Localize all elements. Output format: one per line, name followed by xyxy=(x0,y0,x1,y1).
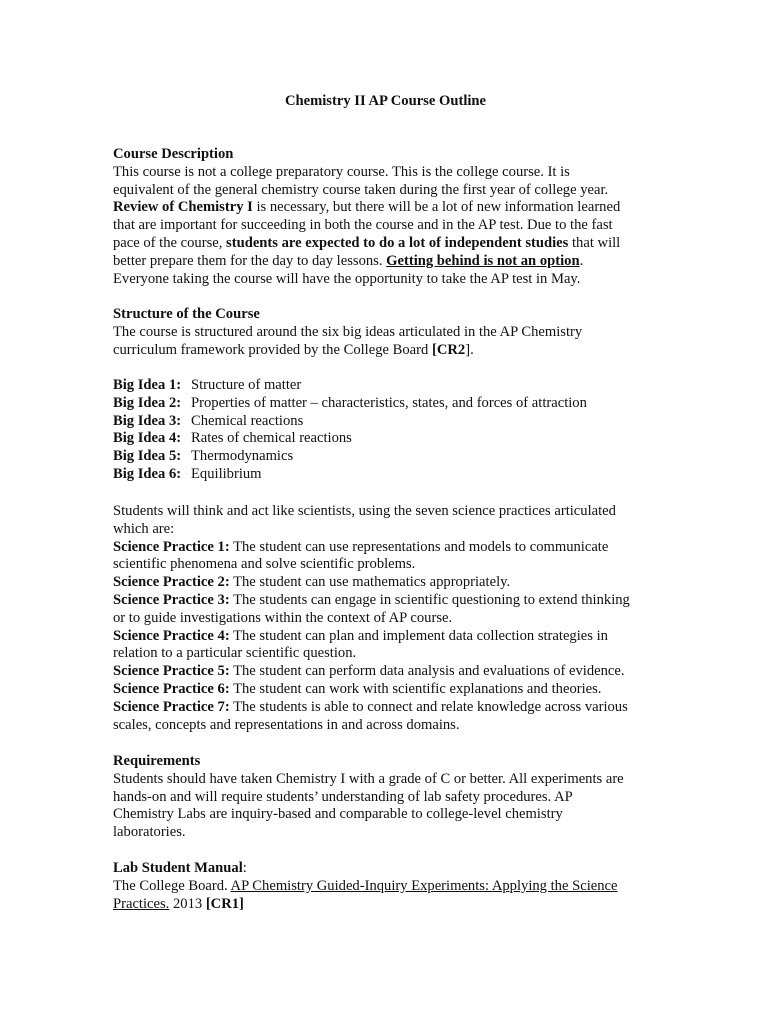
paragraph-line: This course is not a college preparatory course. This is the college course. It is xyxy=(113,163,570,180)
list-item: Science Practice 2: The student can use mathematics appropriately. xyxy=(113,574,511,591)
paragraph-line: curriculum framework provided by the College Board [CR2]. xyxy=(113,341,474,358)
paragraph-line: Everyone taking the course will have the opportunity to take the AP test in May. xyxy=(113,270,581,287)
paragraph-line: which are: xyxy=(113,520,175,537)
bold-underlined-text: Getting behind is not an option xyxy=(386,252,580,269)
citation-line: The College Board. AP Chemistry Guided-Inquiry Experiments: Applying the Science xyxy=(113,877,618,894)
citation-title: AP Chemistry Guided-Inquiry Experiments: Applying the Science xyxy=(230,877,618,894)
requirements-section xyxy=(113,753,658,842)
science-practices-section xyxy=(113,503,658,734)
page-title: Chemistry II AP Course Outline xyxy=(284,93,487,109)
paragraph-line: Chemistry Labs are inquiry-based and comparable to college-level chemistry xyxy=(113,806,563,823)
paragraph-line: scientific phenomena and solve scientific problems. xyxy=(113,556,416,573)
list-item: Big Idea 5: Thermodynamics xyxy=(113,448,294,465)
list-item: Big Idea 1: Structure of matter xyxy=(113,377,302,393)
paragraph-line: scales, concepts and representations in and across domains. xyxy=(113,716,460,733)
paragraph-line: hands-on and will require students’ understanding of lab safety procedures. AP xyxy=(113,788,573,805)
structure-heading: Structure of the Course xyxy=(113,306,260,322)
list-item: Big Idea 2: Properties of matter – characteristics, states, and forces of attraction xyxy=(113,394,587,411)
course-description-heading: Course Description xyxy=(113,146,234,162)
bold-text: [CR1] xyxy=(205,895,244,912)
structure-section xyxy=(113,306,658,359)
lab-manual-heading: Lab Student Manual: xyxy=(113,860,247,876)
list-item: Science Practice 3: The students can engage in scientific questioning to extend thinking xyxy=(113,591,630,608)
list-item: Big Idea 6: Equilibrium xyxy=(113,465,262,482)
paragraph-line: laboratories. xyxy=(113,824,186,841)
paragraph-line: pace of the course, students are expected to do a lot of independent studies that will xyxy=(113,234,621,251)
bold-text: [CR2 xyxy=(431,341,466,358)
big-ideas-list xyxy=(113,377,658,484)
list-item: Science Practice 1: The student can use representations and models to communicate xyxy=(113,538,609,555)
course-description-section xyxy=(113,146,658,288)
paragraph-line: relation to a particular scientific question. xyxy=(113,645,357,662)
list-item: Science Practice 7: The students is able to connect and relate knowledge across various xyxy=(113,698,628,715)
paragraph-line: better prepare them for the day to day lessons. Getting behind is not an option. xyxy=(113,252,584,269)
lab-manual-section xyxy=(113,860,658,913)
paragraph-line: Students will think and act like scientists, using the seven science practices articulated xyxy=(113,503,616,519)
paragraph-line: Students should have taken Chemistry I with a grade of C or better. All experiments are xyxy=(113,770,624,787)
list-item: Science Practice 6: The student can work with scientific explanations and theories. xyxy=(113,680,602,697)
paragraph-line: that are important for succeeding in both the course and in the AP test. Due to the fast xyxy=(113,217,613,234)
paragraph-line: Review of Chemistry I is necessary, but there will be a lot of new information learned xyxy=(113,199,621,216)
paragraph-line: The course is structured around the six big ideas articulated in the AP Chemistry xyxy=(113,323,583,340)
citation-line: Practices. 2013 [CR1] xyxy=(113,895,244,912)
bold-text: Review of Chemistry I xyxy=(113,199,253,216)
list-item: Big Idea 3: Chemical reactions xyxy=(113,412,304,429)
bold-text: students are expected to do a lot of independent studies xyxy=(226,234,569,251)
list-item: Science Practice 4: The student can plan and implement data collection strategies in xyxy=(113,627,608,644)
paragraph-line: or to guide investigations within the context of AP course. xyxy=(113,609,453,626)
citation-title: Practices. xyxy=(113,895,170,912)
requirements-heading: Requirements xyxy=(113,753,201,769)
paragraph-line: equivalent of the general chemistry course taken during the first year of college year. xyxy=(113,181,609,198)
list-item: Science Practice 5: The student can perform data analysis and evaluations of evidence. xyxy=(113,663,625,680)
list-item: Big Idea 4: Rates of chemical reactions xyxy=(113,430,352,447)
